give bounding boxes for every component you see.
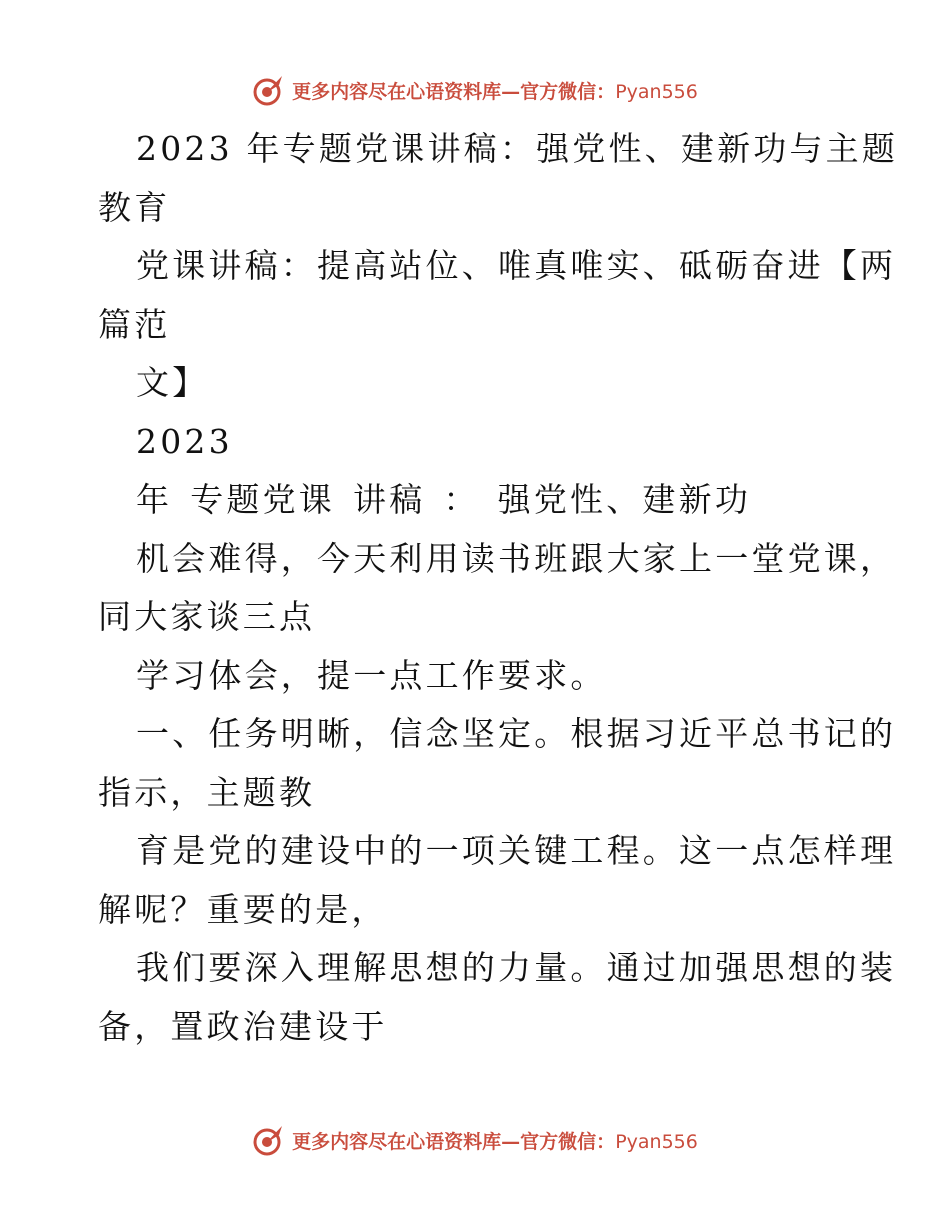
header-banner: [0, 70, 950, 110]
doc-line: 育是党的建设中的一项关键工程。这一点怎样理: [136, 831, 897, 870]
doc-word: 强党性、建新功: [497, 480, 752, 519]
banner-text: 更多内容尽在心语资料库—官方微信：Pyan556: [292, 1130, 698, 1153]
doc-line: 同大家谈三点: [98, 597, 316, 636]
banner-text: 更多内容尽在心语资料库—官方微信：Pyan556: [292, 80, 698, 103]
doc-line: 一、任务明晰，信念坚定。根据习近平总书记的: [136, 714, 897, 753]
document-body: [98, 120, 899, 1056]
doc-word: 专题党课: [190, 480, 336, 519]
doc-line: 学习体会，提一点工作要求。: [136, 655, 607, 695]
wechat-id: Pyan556: [615, 80, 698, 103]
doc-line-spaced: [98, 471, 858, 530]
doc-line: 文】: [136, 363, 209, 402]
wechat-id: Pyan556: [615, 1130, 698, 1153]
doc-line: 篇范: [98, 304, 171, 344]
doc-word: ：: [443, 480, 480, 519]
doc-line: 我们要深入理解思想的力量。通过加强思想的装: [136, 948, 897, 987]
quill-logo-icon: [252, 73, 286, 107]
doc-line: 指示，主题教: [98, 772, 316, 812]
doc-line: 解呢？重要的是，: [98, 889, 388, 929]
quill-logo-icon: [252, 1123, 286, 1157]
doc-line: 教育: [98, 187, 171, 227]
doc-line: 2023: [136, 421, 233, 461]
doc-line: 2023 年专题党课讲稿：强党性、建新功与主题: [136, 129, 899, 168]
doc-word: 年: [136, 480, 173, 519]
footer-banner: [0, 1120, 950, 1160]
doc-word: 讲稿: [353, 480, 426, 519]
doc-line: 备，置政治建设于: [98, 1006, 388, 1046]
doc-line: 机会难得，今天利用读书班跟大家上一堂党课，: [136, 538, 897, 578]
doc-line: 党课讲稿：提高站位、唯真唯实、砥砺奋进【两: [136, 246, 897, 285]
